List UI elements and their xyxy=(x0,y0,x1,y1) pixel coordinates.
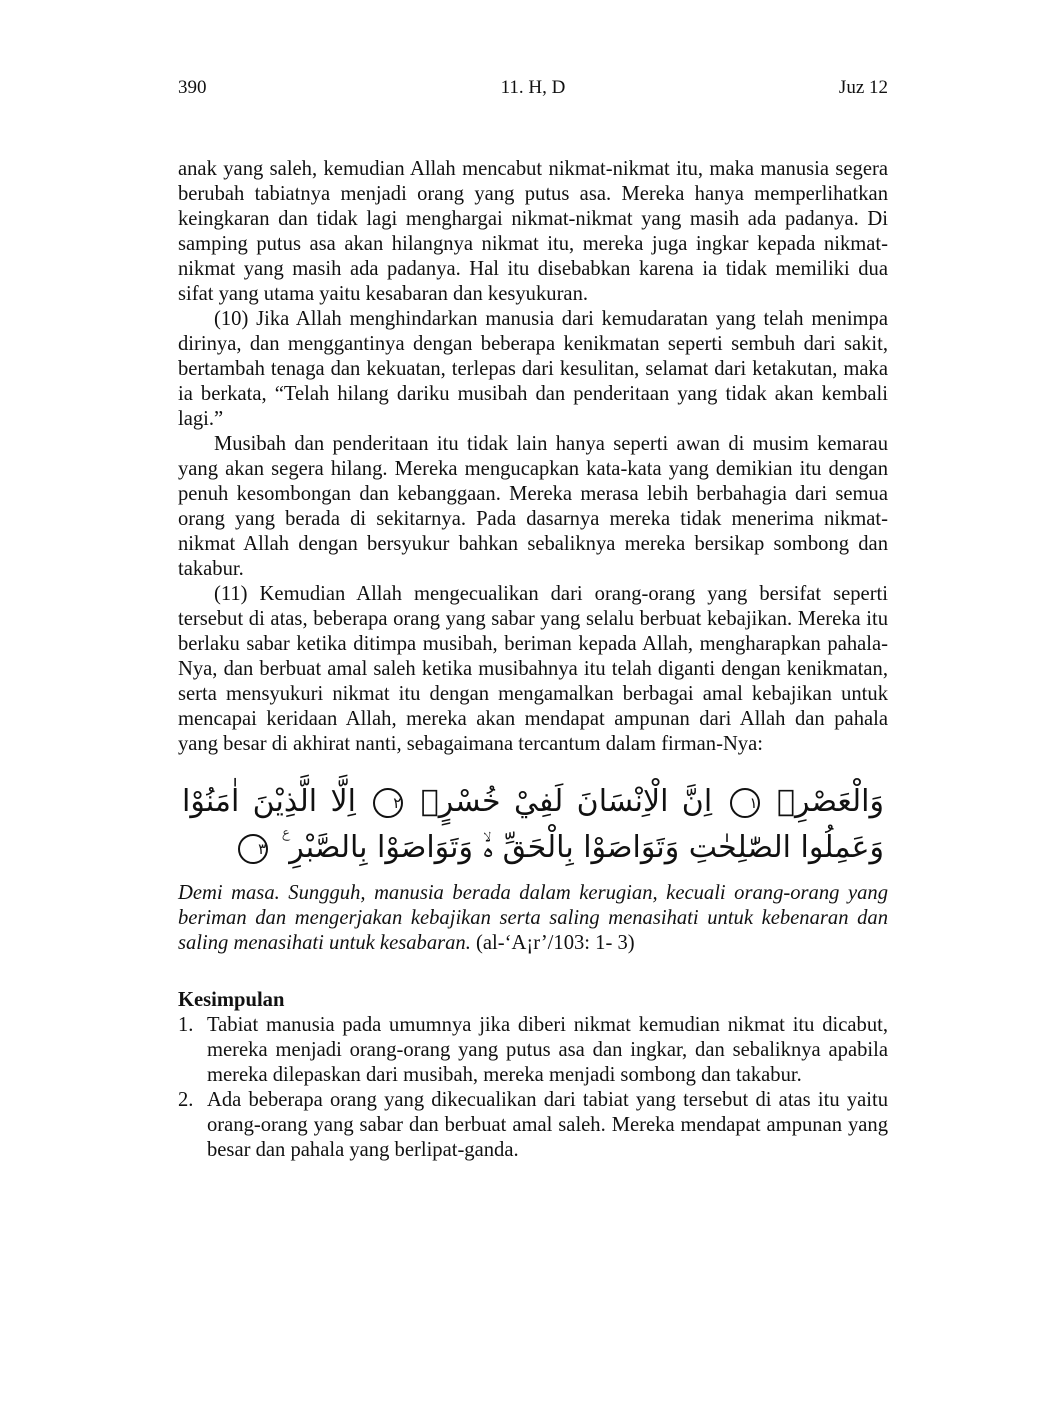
list-number: 1. xyxy=(178,1014,194,1036)
juz-label: Juz 12 xyxy=(838,77,888,98)
running-header xyxy=(178,75,888,101)
verse-text: اِنَّ الْاِنْسَانَ لَفِيْ خُسْرٍۙ xyxy=(420,784,713,819)
paragraph-10: (10) Jika Allah menghindarkan manusia dari kemudaratan yang telah menimpa dirinya, dan menggantinya dengan beberapa kenikmatan seperti sembuh dari sakit, bertambah tenaga dan kekuatan, terlepas dari kesulitan, selamat dari ketakutan, maka ia berkata, “Telah hilang dariku musibah dan penderitaan yang tidak akan kembali lagi.” xyxy=(178,308,888,430)
list-item xyxy=(178,1013,888,1088)
list-number: 2. xyxy=(178,1089,194,1111)
conclusion-list xyxy=(178,1013,888,1163)
paragraph-continued: anak yang saleh, kemudian Allah mencabut nikmat-nikmat itu, maka manusia segera berubah tabiatnya menjadi orang yang putus asa. Mereka hanya memperlihatkan keingkaran dan tidak lagi menghargai nikmat-nikmat yang masih ada padanya. Di samping putus asa akan hilangnya nikmat itu, mereka juga ingkar kepada nikmat-nikmat yang masih ada padanya. Hal itu disebabkan karena ia tidak memiliki dua sifat yang utama yaitu kesabaran dan kesyukuran. xyxy=(178,158,888,305)
verse-text: وَالْعَصْرِۙ xyxy=(776,784,884,819)
ayah-number-marker: ٢ xyxy=(373,788,403,818)
paragraph-musibah: Musibah dan penderitaan itu tidak lain hanya seperti awan di musim kemarau yang akan segera hilang. Mereka mengucapkan kata-kata yang demikian itu dengan penuh kesombongan dan kebanggaan. Mereka merasa lebih berbahagia dari semua orang yang berada di sekitarnya. Pada dasarnya mereka tidak menerima nikmat-nikmat Allah dengan bersyukur bahkan sebaliknya mereka bersikap sombong dan takabur. xyxy=(178,433,888,580)
ayah-number-marker: ١ xyxy=(730,788,760,818)
verse-reference: (al-‘A¡r’/103: 1- 3) xyxy=(476,932,635,954)
verse-translation: Demi masa. Sungguh, manusia berada dalam kerugian, kecuali orang-orang yang beriman dan mengerjakan kebajikan serta saling menasihati untuk kebenaran dan saling menasihati untuk kesabaran. xyxy=(178,882,888,954)
quran-verse-block xyxy=(178,779,888,871)
conclusion-heading: Kesimpulan xyxy=(178,989,285,1011)
page-body xyxy=(178,157,888,1163)
verse-translation-block xyxy=(178,881,888,956)
verse-text: اِلَّا الَّذِيْنَ اٰمَنُوْا وَعَمِلُوا الصّٰلِحٰتِ وَتَوَاصَوْا بِالْحَقِّ ەۙ وَتَوَاصَوْا بِالصَّبْرِ ࣖ xyxy=(182,784,884,865)
chapter-title: 11. H, D xyxy=(500,77,566,98)
list-item xyxy=(178,1088,888,1163)
list-item-text: Ada beberapa orang yang dikecualikan dari tabiat yang tersebut di atas itu yaitu orang-orang yang sabar dan berbuat amal saleh. Mereka mendapat ampunan yang besar dan pahala yang berlipat-ganda. xyxy=(207,1089,888,1161)
page-number: 390 xyxy=(178,77,207,98)
list-item-text: Tabiat manusia pada umumnya jika diberi nikmat kemudian nikmat itu dicabut, mereka menjadi orang-orang yang putus asa dan ingkar, dan sebaliknya apabila mereka dilepaskan dari musibah, mereka menjadi sombong dan takabur. xyxy=(207,1014,888,1086)
ayah-number-marker: ٣ xyxy=(238,834,268,864)
paragraph-11: (11) Kemudian Allah mengecualikan dari orang-orang yang bersifat seperti tersebut di atas, beberapa orang yang sabar yang selalu berbuat kebajikan. Mereka itu berlaku sabar ketika ditimpa musibah, beriman kepada Allah, mengharapkan pahala-Nya, dan berbuat amal saleh ketika musibahnya itu telah diganti dengan kenikmatan, serta mensyukuri nikmat itu dengan mengamalkan berbagai amal kebajikan untuk mencapai keridaan Allah, mereka akan mendapat ampunan dari Allah dan pahala yang besar di akhirat nanti, sebagaimana tercantum dalam firman-Nya: xyxy=(178,583,888,755)
